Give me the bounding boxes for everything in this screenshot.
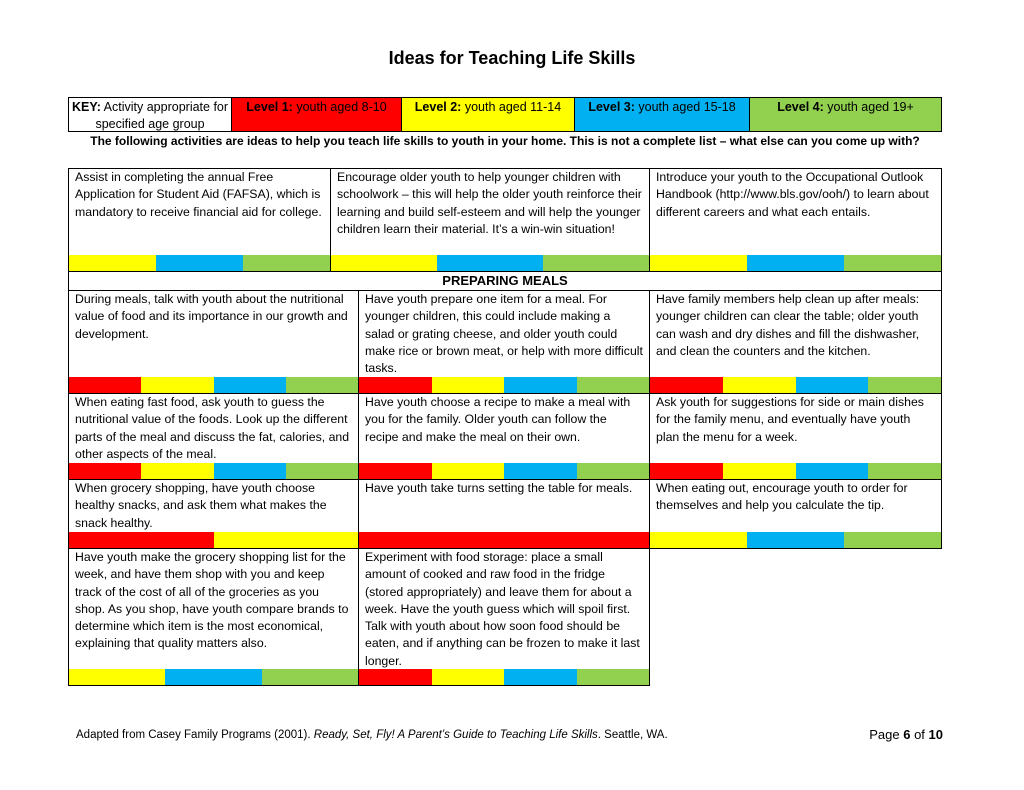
key-legend-label	[68, 97, 232, 132]
level-2-bar	[723, 377, 796, 393]
level-2-bar	[69, 255, 156, 271]
level-bars	[359, 463, 649, 479]
level-2-bar	[214, 532, 359, 548]
page-label: Page	[869, 727, 904, 742]
level-4-bar	[577, 669, 650, 685]
level-bars	[331, 255, 649, 271]
level-4-bar	[577, 463, 650, 479]
meal-activity	[68, 393, 359, 480]
citation-prefix: Adapted from Casey Family Programs (2001).	[76, 729, 314, 741]
key-level-4-text: youth aged 19+	[823, 100, 914, 114]
meal-activity	[358, 290, 650, 394]
citation-suffix: . Seattle, WA.	[597, 729, 668, 741]
level-bars	[69, 377, 358, 393]
key-level-3	[574, 97, 750, 132]
level-2-bar	[650, 255, 747, 271]
level-1-bar	[359, 463, 432, 479]
level-3-bar	[214, 377, 286, 393]
meal-activity	[649, 393, 942, 480]
level-bars	[359, 669, 649, 685]
level-1-bar	[69, 532, 214, 548]
intro-text: The following activities are ideas to help you teach life skills to youth in your home. This is not a complete list – what else can you come up with?	[90, 134, 920, 148]
meal-activity	[358, 548, 650, 686]
section-header-preparing-meals: PREPARING MEALS	[68, 271, 942, 291]
key-label-bold: KEY:	[71, 100, 101, 114]
activity-text: Experiment with food storage: place a small amount of cooked and raw food in the fridge (stored appropriately) and leave them for about a week. Have the youth guess which will spoil first. Talk with youth about how soon food should be eaten, and if anything can be frozen to make it last longer.	[365, 550, 640, 668]
level-1-bar	[359, 377, 432, 393]
level-4-bar	[543, 255, 649, 271]
level-2-bar	[141, 377, 213, 393]
level-3-bar	[796, 377, 869, 393]
level-1-bar	[650, 377, 723, 393]
level-4-bar	[262, 669, 358, 685]
level-3-bar	[504, 377, 577, 393]
meal-activity	[68, 479, 359, 549]
citation	[76, 729, 668, 741]
level-3-bar	[165, 669, 261, 685]
key-level-1-text: youth aged 8-10	[292, 100, 387, 114]
meal-activity	[68, 548, 359, 686]
activity-text: Have youth take turns setting the table for meals.	[365, 481, 633, 495]
level-4-bar	[844, 255, 941, 271]
key-level-4-bold: Level 4:	[777, 100, 824, 114]
page-title: Ideas for Teaching Life Skills	[388, 48, 636, 68]
key-level-1-bold: Level 1:	[246, 100, 293, 114]
activity-text: Assist in completing the annual Free Application for Student Aid (FAFSA), which is mandatory to receive financial aid for college.	[75, 170, 322, 219]
level-2-bar	[432, 463, 505, 479]
level-2-bar	[69, 669, 165, 685]
level-bars	[69, 463, 358, 479]
activity-text: When eating out, encourage youth to order for themselves and help you calculate the tip.	[656, 481, 908, 513]
level-bars	[650, 255, 941, 271]
level-bars	[650, 463, 941, 479]
level-1-bar	[69, 463, 141, 479]
key-level-2	[401, 97, 575, 132]
level-2-bar	[432, 669, 505, 685]
meal-activity	[358, 479, 650, 549]
level-4-bar	[243, 255, 330, 271]
level-bars	[359, 377, 649, 393]
level-2-bar	[331, 255, 437, 271]
level-4-bar	[868, 377, 941, 393]
page-of: of	[910, 727, 929, 742]
key-label-text: Activity appropriate for specified age group	[95, 100, 229, 131]
level-bars	[650, 532, 941, 548]
level-bars	[69, 532, 358, 548]
activity-text: Have youth prepare one item for a meal. For younger children, this could include making a salad or grating cheese, and older youth could make rice or brown meat, or help with more difficult tasks.	[365, 292, 643, 376]
citation-title: Ready, Set, Fly! A Parent’s Guide to Teaching Life Skills	[313, 729, 598, 741]
level-bars	[359, 532, 649, 548]
level-2-bar	[723, 463, 796, 479]
level-3-bar	[437, 255, 543, 271]
level-3-bar	[156, 255, 243, 271]
activity-text: During meals, talk with youth about the nutritional value of food and its importance in our growth and development.	[75, 292, 348, 341]
level-bars	[69, 669, 358, 685]
meal-activity	[358, 393, 650, 480]
key-level-1	[231, 97, 402, 132]
level-1-bar	[650, 463, 723, 479]
activity-text: When eating fast food, ask youth to guess the nutritional value of the foods. Look up the different parts of the meal and discuss the fat, calories, and other aspects of the meal.	[75, 395, 350, 461]
level-3-bar	[214, 463, 286, 479]
key-level-2-bold: Level 2:	[414, 100, 462, 114]
meal-activity	[649, 479, 942, 549]
level-3-bar	[747, 255, 844, 271]
level-bars	[69, 255, 330, 271]
activity-older-help-younger	[330, 168, 650, 272]
page-number	[800, 727, 943, 742]
key-level-3-bold: Level 3:	[588, 100, 635, 114]
level-4-bar	[286, 463, 358, 479]
key-level-2-text: youth aged 11-14	[461, 100, 562, 114]
activity-fafsa	[68, 168, 331, 272]
level-3-bar	[796, 463, 869, 479]
level-4-bar	[868, 463, 941, 479]
level-3-bar	[747, 532, 844, 548]
meal-activity	[649, 290, 942, 394]
level-4-bar	[577, 377, 650, 393]
activity-text: Encourage older youth to help younger children with schoolwork – this will help the older youth reinforce their learning and build self-esteem and will help the younger children learn their material. It’s a win-win situation!	[337, 170, 642, 236]
level-bars	[650, 377, 941, 393]
level-1-bar	[359, 532, 649, 548]
level-4-bar	[286, 377, 358, 393]
level-3-bar	[504, 463, 577, 479]
page-total: 10	[928, 727, 943, 742]
activity-text: Have youth make the grocery shopping list for the week, and have them shop with you and keep track of the cost of all of the groceries as you shop. As you shop, have youth compare brands to determine which item is the most economical, explaining that quality matters also.	[75, 550, 349, 651]
meal-activity	[68, 290, 359, 394]
activity-text: Have family members help clean up after meals: younger children can clear the table; older youth can wash and dry dishes and fill the dishwasher, and clean the counters and the kitchen.	[656, 292, 920, 358]
level-4-bar	[844, 532, 941, 548]
activity-occupational-handbook	[649, 168, 942, 272]
activity-text: Ask youth for suggestions for side or main dishes for the family menu, and eventually have youth plan the menu for a week.	[656, 395, 924, 444]
activity-text: Have youth choose a recipe to make a meal with you for the family. Older youth can follow the recipe and make the meal on their own.	[365, 395, 631, 444]
key-level-4	[749, 97, 942, 132]
level-2-bar	[650, 532, 747, 548]
level-2-bar	[141, 463, 213, 479]
level-3-bar	[504, 669, 577, 685]
level-2-bar	[432, 377, 505, 393]
page-current: 6	[903, 727, 911, 742]
activity-text: When grocery shopping, have youth choose healthy snacks, and ask them what makes the snack healthy.	[75, 481, 327, 530]
activity-text: Introduce your youth to the Occupational Outlook Handbook (http://www.bls.gov/ooh/) to learn about different careers and what each entails.	[656, 170, 929, 219]
level-1-bar	[69, 377, 141, 393]
key-level-3-text: youth aged 15-18	[634, 100, 736, 114]
level-1-bar	[359, 669, 432, 685]
